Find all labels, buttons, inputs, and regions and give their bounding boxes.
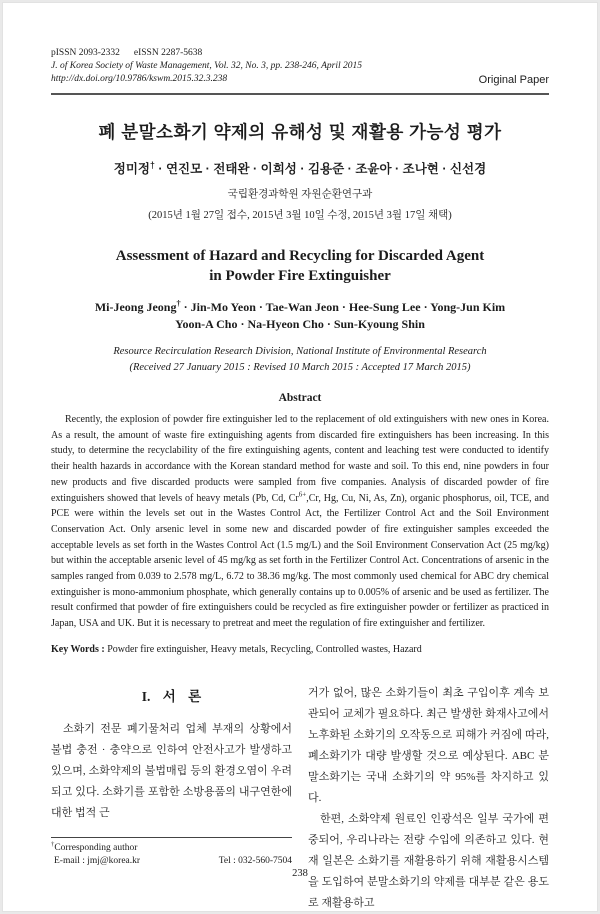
english-title-line2: in Powder Fire Extinguisher — [209, 268, 391, 284]
page-number: 238 — [292, 868, 308, 879]
keywords-line — [51, 644, 549, 655]
abstract-text — [51, 412, 549, 632]
english-first-author: Mi-Jeong Jeong — [94, 300, 177, 314]
corresponding-author-text: Corresponding author — [54, 842, 138, 853]
english-authors-line1-rest: · Jin-Mo Yeon · Tae-Wan Jeon · Hee-Sung Lee · Yong-Jun Kim — [180, 300, 506, 314]
english-title — [51, 246, 549, 286]
issn-line — [51, 47, 549, 60]
header-rule — [51, 93, 549, 95]
english-affiliation: Resource Recirculation Research Division, National Institute of Environmental Research — [113, 346, 487, 357]
corresponding-email: E-mail : jmj@korea.kr — [54, 855, 141, 866]
korean-authors-rest: · 연진모 · 전태완 · 이희성 · 김용준 · 조윤아 · 조나현 · 신선경 — [154, 162, 487, 176]
abstract-part2: ,Cr, Hg, Cu, Ni, As, Zn), organic phosphorus, oil, TCE, and PCE were within the levels set out in the Wastes Control Act, the Fertilizer Control Act and the Soil Environment Conservation Act. Only arsenic level in some new and discarded powder of fire extinguisher samples exceeded the acceptable levels as set forth in the Wastes Control Act (1.5 mg/L) and the Soil Environment Conservation Act (25 mg/kg) but within the acceptable arsenic level of 45 mg/kg as set forth in the Fertilizer Control Act. Concentrations of arsenic in the samples ranged from 0.039 to 2.578 mg/L, 6.72 to 38.36 mg/kg. The most commonly used chemical for ABC dry chemical extinguisher is mono-ammonium phosphate, which generally contains up to 0.005% of arsenic and be used as fertilizer. The result confirmed that powder of fire extinguishers could be recycled as fire extinguisher powder or fertilizer as practiced in Japan, USA and UK. But it is necessary to pretreat and meet the regulation of fire extinguisher and fertilizer. — [51, 492, 549, 630]
journal-citation: J. of Korea Society of Waste Management, Vol. 32, No. 3, pp. 238-246, April 2015 — [51, 61, 363, 71]
korean-first-author: 정미정 — [113, 162, 150, 176]
footnote — [51, 837, 292, 868]
paper-page — [2, 2, 598, 912]
footnote-contact-line — [51, 855, 292, 868]
abstract-heading: Abstract — [278, 392, 322, 404]
journal-header — [51, 47, 549, 86]
eissn: eISSN 2287-5638 — [133, 48, 203, 58]
received-dates: (Received 27 January 2015 : Revised 10 March 2015 : Accepted 17 March 2015) — [129, 362, 471, 373]
korean-dates: (2015년 1월 27일 접수, 2015년 3월 10일 수정, 2015년 3월 17일 채택) — [148, 210, 452, 221]
keywords-label: Key Words : — [51, 643, 108, 655]
right-column — [308, 683, 549, 914]
page-content — [51, 3, 549, 911]
chromium-superscript: 6+ — [298, 490, 307, 499]
english-authors-line2: Yoon-A Cho · Na-Hyeon Cho · Sun-Kyoung Shin — [175, 317, 425, 331]
abstract-part1: Recently, the explosion of powder fire extinguisher led to the replacement of old extinguishers with new ones in Korea. As a result, the amount of waste fire extinguishing agents from discarded fire extinguishers has been increasing. In this study, to determine the recyclability of the fire extinguishing agents, content and leaching test were conducted to identify their health hazards in accordance with the Korean standard method for waste and soil. To this end, nine powders in four new products and five discarded products were sampled from five companies. Analysis of discarded powder of fire extinguishers showed that levels of heavy metals (Pb, Cd, Cr — [51, 414, 549, 504]
corresponding-author-note — [51, 842, 292, 855]
korean-authors — [51, 159, 549, 177]
pissn: pISSN 2093-2332 — [51, 48, 120, 58]
corresponding-dagger-en: † — [176, 299, 181, 308]
english-authors — [51, 299, 549, 333]
section-heading-introduction: I. 서 론 — [141, 688, 202, 704]
korean-title: 폐 분말소화기 약제의 유해성 및 재활용 가능성 평가 — [98, 122, 502, 142]
corresponding-dagger: † — [150, 159, 155, 170]
paper-type-label: Original Paper — [478, 74, 549, 86]
english-title-line1: Assessment of Hazard and Recycling for Discarded Agent — [115, 248, 485, 264]
body-columns — [51, 683, 549, 914]
left-column — [51, 683, 292, 914]
corresponding-tel: Tel : 032-560-7504 — [218, 855, 292, 866]
doi-line: http://dx.doi.org/10.9786/kswm.2015.32.3.238 — [51, 74, 228, 84]
intro-paragraph-right-2: 한편, 소화약제 원료인 인광석은 일부 국가에 편중되어, 우리나라는 전량 수입에 의존하고 있다. 현재 일본은 소화기를 재활용하기 위해 재활용시스템을 도입하여 분말소화기의 약제를 대부분 같은 용도로 재활용하고 — [308, 812, 549, 909]
english-authors-line1 — [51, 299, 549, 316]
intro-paragraph-right-1: 거가 없어, 많은 소화기들이 최초 구입이후 계속 보관되어 교체가 필요하다. 최근 발생한 화재사고에서 노후화된 소화기의 오작동으로 피해가 커짐에 따라, 폐소화기가 대량 발생할 것으로 예상된다. ABC 분말소화기는 국내 소화기의 약 95%를 차지하고 있다. — [308, 686, 549, 804]
footnote-dagger: † — [51, 840, 55, 848]
intro-paragraph-left: 소화기 전문 폐기물처리 업체 부재의 상황에서 불법 충전 · 충약으로 인하여 안전사고가 발생하고 있으며, 소화약제의 불법매립 등의 환경오염이 우려되고 있다. 소화기를 포함한 소방용품의 내구연한에 대한 법적 근 — [51, 722, 292, 819]
korean-affiliation: 국립환경과학원 자원순환연구과 — [227, 189, 373, 200]
keywords-value: Powder fire extinguisher, Heavy metals, Recycling, Controlled wastes, Hazard — [107, 643, 422, 655]
